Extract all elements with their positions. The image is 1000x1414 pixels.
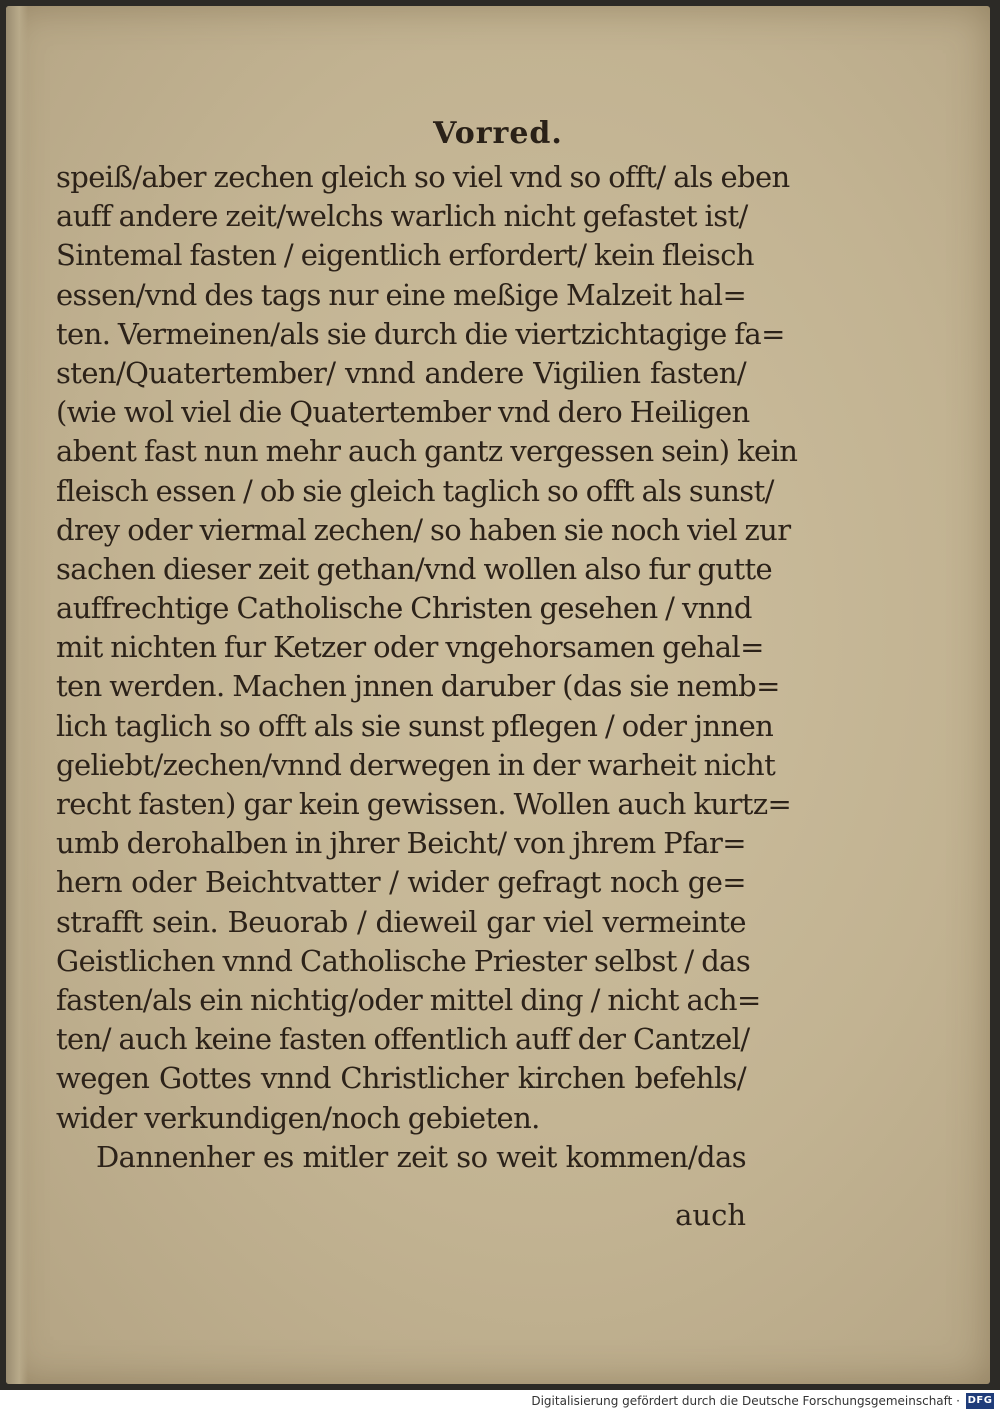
text-line: fasten/als ein nichtig/oder mittel ding / nicht ach=	[56, 982, 761, 1017]
text-line: lich taglich so offt als sie sunst pflegen / oder jnnen	[56, 708, 774, 743]
running-head: Vorred.	[433, 116, 563, 151]
text-line: sten/Quatertember/ vnnd andere Vigilien fasten/	[56, 355, 746, 390]
page-gutter-edge	[6, 6, 28, 1384]
digitization-footer	[0, 1390, 1000, 1414]
text-line: sachen dieser zeit gethan/vnd wollen also fur gutte	[56, 551, 773, 586]
text-line: Sintemal fasten / eigentlich erfordert/ kein fleisch	[56, 238, 754, 273]
text-line: fleisch essen / ob sie gleich taglich so offt als sunst/	[56, 473, 774, 508]
text-line: umb derohalben in jhrer Beicht/ von jhrem Pfar=	[56, 826, 746, 861]
text-line: wegen Gottes vnnd Christlicher kirchen befehls/	[56, 1061, 746, 1096]
text-line: strafft sein. Beuorab / dieweil gar viel vermeinte	[56, 904, 746, 939]
text-line: ten. Vermeinen/als sie durch die viertzichtagige fa=	[56, 316, 785, 351]
text-line: hern oder Beichtvatter / wider gefragt noch ge=	[56, 865, 746, 900]
text-line: abent fast nun mehr auch gantz vergessen sein) kein	[56, 434, 798, 469]
text-line: mit nichten fur Ketzer oder vngehorsamen gehal=	[56, 630, 764, 665]
text-line: (wie wol viel die Quatertember vnd dero Heiligen	[56, 395, 750, 430]
body-text	[56, 158, 798, 1177]
text-line: ten werden. Machen jnnen daruber (das sie nemb=	[56, 669, 780, 704]
text-line: recht fasten) gar kein gewissen. Wollen auch kurtz=	[56, 787, 792, 821]
text-line: Dannenher es mitler zeit so weit kommen/das	[96, 1139, 746, 1174]
funding-credit: Digitalisierung gefördert durch die Deutsche Forschungsgemeinschaft ·	[531, 1394, 960, 1408]
text-line: essen/vnd des tags nur eine meßige Malzeit hal=	[56, 277, 747, 312]
text-line: auffrechtige Catholische Christen gesehen / vnnd	[56, 591, 752, 626]
text-line: speiß/aber zechen gleich so viel vnd so offt/ als eben	[56, 160, 790, 194]
text-line: wider verkundigen/noch gebieten.	[56, 1100, 540, 1135]
text-line: Geistlichen vnnd Catholische Priester selbst / das	[56, 943, 751, 978]
catchword: auch	[675, 1198, 746, 1232]
text-line: auff andere zeit/welchs warlich nicht gefastet ist/	[56, 199, 748, 234]
dfg-logo-icon: DFG	[966, 1393, 994, 1409]
text-line: drey oder viermal zechen/ so haben sie noch viel zur	[56, 512, 791, 547]
text-line: geliebt/zechen/vnnd derwegen in der warheit nicht	[56, 747, 776, 782]
text-line: ten/ auch keine fasten offentlich auff der Cantzel/	[56, 1022, 750, 1057]
book-page	[6, 6, 990, 1384]
